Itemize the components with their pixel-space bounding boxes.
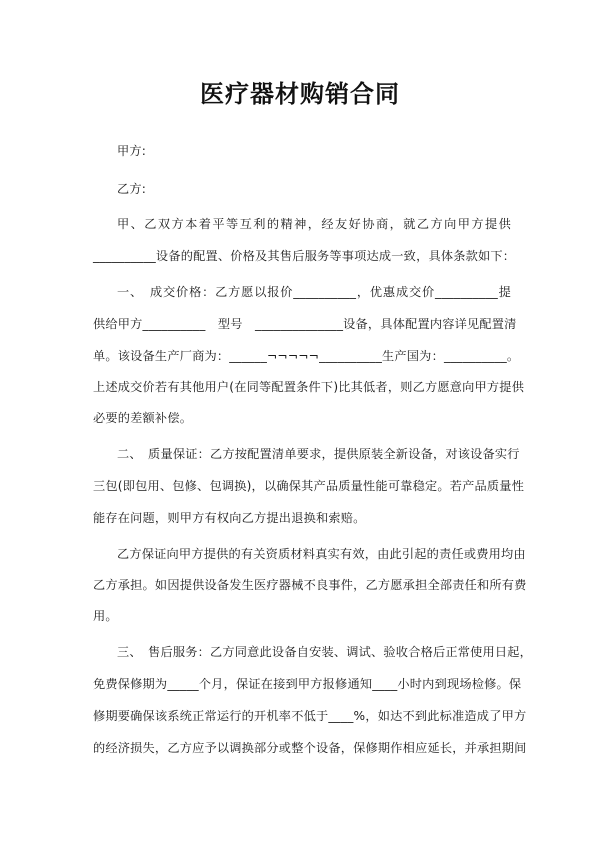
paragraph-line: 修期要确保该系统正常运行的开机率不低于____%，如达不到此标准造成了甲方 bbox=[93, 709, 527, 723]
paragraph-line: 上述成交价若有其他用户(在同等配置条件下)比其低者，则乙方愿意向甲方提供 bbox=[93, 380, 525, 394]
paragraph-line: 乙方承担。如因提供设备发生医疗器械不良事件，乙方愿承担全部责任和所有费 bbox=[93, 578, 527, 592]
paragraph-line: 单。该设备生产厂商为：______¬¬¬¬¬__________生产国为：__________。 bbox=[93, 349, 520, 363]
paragraph-line: 二、 质量保证：乙方按配置清单要求，提供原装全新设备，对该设备实行 bbox=[117, 447, 520, 461]
party-a-label: 甲方: bbox=[117, 144, 147, 158]
paragraph-line: 免费保修期为_____个月，保证在接到甲方报修通知____小时内到现场检修。保 bbox=[93, 677, 522, 691]
paragraph-line: 一、 成交价格：乙方愿以报价__________，优惠成交价__________提 bbox=[117, 285, 511, 299]
paragraph-line: 乙方保证向甲方提供的有关资质材料真实有效，由此引起的责任或费用均由 bbox=[117, 547, 526, 561]
paragraph-line: 供给甲方__________ 型号 ______________设备，具体配置内容详见配置清 bbox=[93, 317, 517, 331]
paragraph-line: 三包(即包用、包修、包调换)，以确保其产品质量性能可靠稳定。若产品质量性 bbox=[93, 479, 525, 493]
paragraph-line: 用。 bbox=[93, 609, 118, 623]
paragraph-line: 的经济损失，乙方应予以调换部分或整个设备，保修期作相应延长，并承担期间 bbox=[93, 741, 527, 755]
paragraph-line: __________设备的配置、价格及其售后服务等事项达成一致，具体条款如下： bbox=[93, 249, 516, 263]
party-b-label: 乙方: bbox=[117, 182, 147, 196]
paragraph-line: 必要的差额补偿。 bbox=[93, 411, 193, 425]
document-title: 医疗器材购销合同 bbox=[200, 80, 400, 108]
paragraph-line: 能存在问题，则甲方有权向乙方提出退换和索赔。 bbox=[93, 511, 366, 525]
paragraph-line: 三、 售后服务：乙方同意此设备自安装、调试、验收合格后正常使用日起， bbox=[117, 645, 533, 659]
paragraph-line: 甲、乙双方本着平等互利的精神，经友好协商，就乙方向甲方提供 bbox=[117, 217, 511, 231]
